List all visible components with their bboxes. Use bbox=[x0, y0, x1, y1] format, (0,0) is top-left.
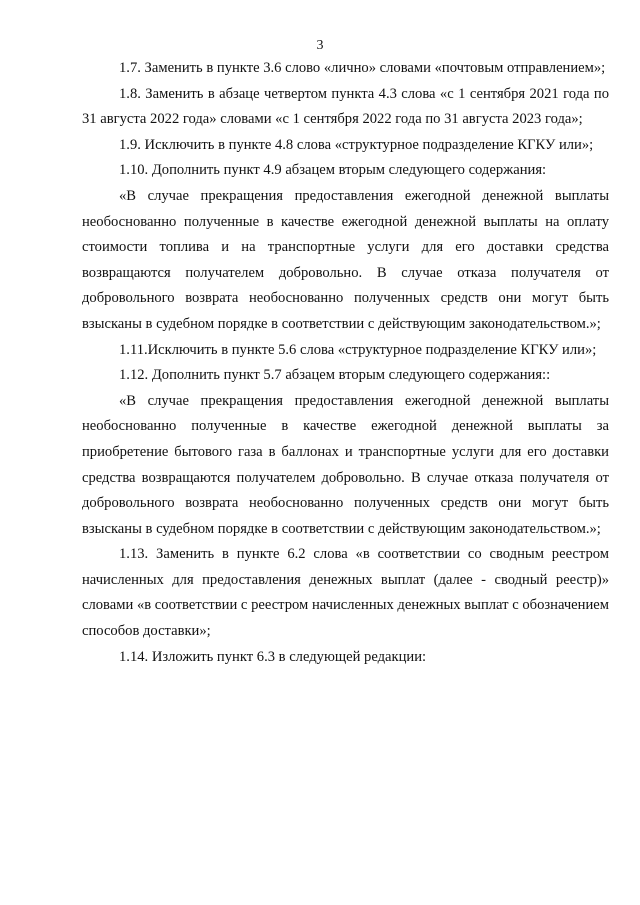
paragraph-1-7: 1.7. Заменить в пункте 3.6 слово «лично» словами «почтовым отправлением»; bbox=[119, 60, 606, 76]
paragraph-1-9: 1.9. Исключить в пункте 4.8 слова «структурное подразделение КГКУ или»; bbox=[119, 136, 594, 153]
paragraph-1-11: 1.11.Исключить в пункте 5.6 слова «структурное подразделение КГКУ или»; bbox=[119, 341, 597, 358]
paragraph-1-10: 1.10. Дополнить пункт 4.9 абзацем вторым следующего содержания: bbox=[119, 162, 547, 179]
document-body bbox=[82, 56, 609, 670]
paragraph-1-12: 1.12. Дополнить пункт 5.7 абзацем вторым следующего содержания:: bbox=[119, 367, 551, 384]
paragraph-1-12-quote: «В случае прекращения предоставления ежегодной денежной выплаты необоснованно полученные в качестве ежегодной денежной выплаты за приобретение бытового газа в баллонах и транспортные услуги для его доставки средства возвращаются получателем добровольно. В случае отказа получателя от добровольного возврата необоснованно полученных средств они могут быть взысканы в судебном порядке в соответствии с действующим законодательством.»; bbox=[82, 392, 609, 537]
paragraph-1-14: 1.14. Изложить пункт 6.3 в следующей редакции: bbox=[119, 648, 427, 665]
page-number: 3 bbox=[316, 38, 324, 53]
paragraph-1-10-quote: «В случае прекращения предоставления ежегодной денежной выплаты необоснованно полученные в качестве ежегодной денежной выплаты на оплату стоимости топлива и на транспортные услуги для его доставки средства возвращаются получателем добровольно. В случае отказа получателя от добровольного возврата необоснованно полученных средств они могут быть взысканы в судебном порядке в соответствии с действующим законодательством.»; bbox=[82, 187, 609, 332]
paragraph-1-8: 1.8. Заменить в абзаце четвертом пункта 4.3 слова «с 1 сентября 2021 года по 31 августа 2022 года» словами «с 1 сентября 2022 года по 31 августа 2023 года»; bbox=[82, 85, 609, 128]
paragraph-1-13: 1.13. Заменить в пункте 6.2 слова «в соответствии со сводным реестром начисленных для предоставления денежных выплат (далее - сводный реестр)» словами «в соответствии с реестром начисленных денежных выплат с обозначением способов доставки»; bbox=[82, 546, 609, 640]
